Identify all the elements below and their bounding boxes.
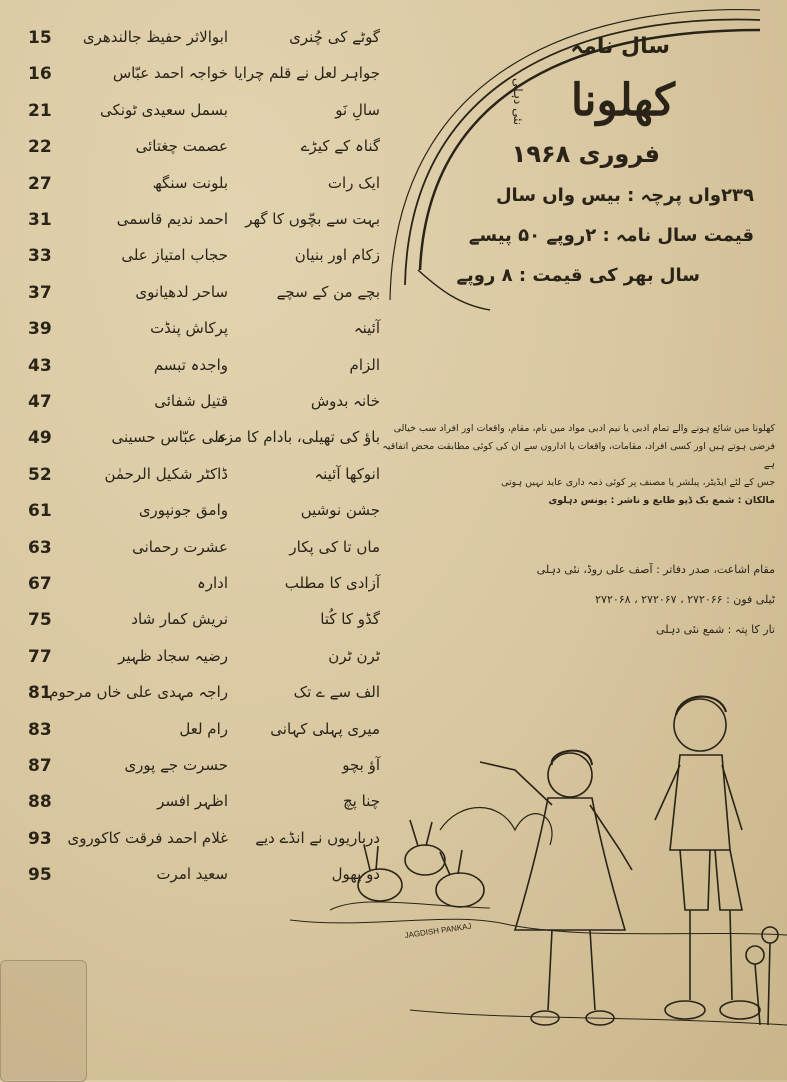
toc-row (20, 465, 380, 495)
toc-page-number: 81 (28, 683, 52, 704)
toc-page-number: 22 (28, 137, 52, 158)
toc-title: زکام اور بنیان (294, 246, 380, 265)
toc-page-number: 37 (28, 282, 52, 303)
toc-author: احمد ندیم قاسمی (116, 210, 228, 228)
toc-title: انوکھا آئینہ (314, 464, 380, 483)
telegram-address: تار کا پتہ : شمع نئی دہلی (656, 623, 775, 636)
issue-number: ۲۳۹واں پرچہ : بیس واں سال (495, 185, 754, 206)
illustrator-signature: JAGDISH PANKAJ (404, 921, 473, 940)
toc-title: گڈو کا کُتا (320, 610, 380, 629)
toc-page-number: 67 (28, 574, 52, 594)
notice-line-1: کھلونا میں شائع ہونے والے تمام ادبی یا نیم ادبی مواد میں نام، مقام، واقعات اور افراد سب خیالی (393, 423, 775, 434)
toc-row (20, 319, 380, 349)
toc-author: حجاب امتیاز علی (121, 246, 228, 265)
toc-author: عشرت رحمانی (132, 537, 228, 556)
toc-page-number: 16 (28, 64, 52, 85)
toc-author: وامق جونپوری (138, 501, 228, 520)
toc-author: واجدہ تبسم (153, 355, 228, 374)
magazine-name: کھلونا (570, 75, 675, 126)
toc-title: آزادی کا مطلب (284, 574, 380, 592)
toc-author: علی عبّاس حسینی (111, 428, 228, 447)
toc-row (20, 283, 380, 313)
toc-row (20, 501, 380, 531)
toc-title: بچے من کے سچے (276, 282, 380, 301)
disclaimer-notice (380, 420, 775, 510)
children-rabbits-illustration (290, 680, 787, 1080)
toc-row (20, 610, 380, 640)
toc-author: ادارہ (196, 574, 228, 592)
toc-page-number: 83 (28, 719, 52, 740)
toc-author: خواجہ احمد عبّاس (112, 64, 228, 83)
annual-price: قیمت سال نامہ : ۲روپے ۵۰ پیسے (468, 225, 754, 246)
toc-author: سعید امرت (156, 865, 228, 884)
toc-row (20, 392, 380, 422)
toc-page-number: 21 (28, 100, 52, 121)
toc-title: درباریوں نے انڈے دیے (255, 828, 380, 847)
toc-page-number: 52 (28, 464, 52, 485)
toc-page-number: 77 (28, 646, 52, 667)
toc-row (20, 428, 380, 458)
office-address: مقام اشاعت، صدر دفاتر : آصف علی روڈ، نئی دہلی (536, 563, 775, 576)
toc-page-number: 27 (28, 173, 52, 194)
toc-row (20, 174, 380, 204)
toc-author: حسرت جے پوری (124, 756, 228, 774)
toc-title: جواہر لعل نے قلم چرایا (233, 64, 380, 83)
notice-line-2: فرضی ہوتے ہیں اور کسی افراد، مقامات، واقعات یا اداروں سے ان کی کوئی مطابقت محض اتفاقیہ ہے (382, 441, 775, 470)
toc-row (20, 210, 380, 240)
toc-page-number: 49 (28, 428, 52, 449)
toc-title: چنا پچ (343, 792, 380, 811)
annual-label: سال نامہ (570, 34, 670, 59)
toc-row (20, 356, 380, 386)
toc-page-number: 39 (28, 319, 52, 340)
toc-title: گناہ کے کیڑے (300, 137, 380, 156)
toc-author: غلام احمد فرقت کاکوروی (67, 828, 228, 847)
toc-row (20, 64, 380, 94)
toc-title: بہت سے بچّوں کا گھر (245, 210, 380, 228)
toc-page-number: 75 (28, 610, 52, 631)
toc-author: قتیل شفائی (154, 392, 228, 410)
toc-page-number: 93 (28, 828, 52, 849)
phone-numbers: ٹیلی فون : ۲۷۲۰۶۶ ، ۲۷۲۰۶۷ ، ۲۷۲۰۶۸ (595, 593, 775, 606)
toc-page-number: 31 (28, 210, 52, 230)
toc-author: رضیہ سجاد ظہیر (118, 646, 228, 665)
toc-author: ساحر لدھیانوی (135, 282, 228, 301)
notice-line-3: جس کے لئے ایڈیٹر، پبلشر یا مصنف پر کوئی ذمہ داری عاید نہیں ہوتی (501, 477, 775, 488)
toc-page-number: 61 (28, 501, 52, 522)
toc-title: خانہ بدوش (310, 392, 380, 410)
corner-stain (0, 960, 87, 1082)
toc-title: ایک رات (327, 173, 380, 192)
toc-row (20, 647, 380, 677)
toc-title: باؤ کی تھیلی، بادام کا مزہ (216, 428, 380, 447)
toc-page-number: 63 (28, 537, 52, 558)
toc-title: دو پھول (331, 865, 380, 884)
masthead (400, 20, 760, 320)
toc-page-number: 33 (28, 246, 52, 267)
toc-title: سالِ نَو (335, 100, 380, 119)
yearly-price: سال بھر کی قیمت : ۸ روپے (456, 265, 700, 286)
toc-title: ٹرن ٹرن (328, 646, 380, 665)
toc-author: عصمت چغتائی (135, 137, 228, 156)
toc-title: ماں تا کی پکار (289, 537, 380, 556)
toc-title: آؤ بچو (342, 756, 380, 774)
toc-title: الزام (349, 355, 380, 374)
toc-author: ڈاکٹر شکیل الرحمٰن (104, 464, 228, 483)
toc-title: میری پہلی کہانی (270, 719, 380, 738)
notice-line-4: مالکان : شمع بک ڈپو طابع و ناشر : یونس دہلوی (548, 495, 775, 506)
toc-author: بلونت سنگھ (152, 173, 228, 192)
issue-date: فروری ۱۹۶۸ (511, 140, 660, 168)
toc-author: نریش کمار شاد (131, 610, 228, 629)
toc-page-number: 15 (28, 28, 52, 48)
toc-title: جشن نوشیں (300, 501, 380, 520)
toc-title: آئینہ (353, 319, 380, 338)
toc-author: پرکاش پنڈت (150, 319, 228, 338)
toc-author: راجہ مہدی علی خاں مرحوم (49, 683, 228, 702)
toc-row (20, 574, 380, 604)
toc-title: گوٹے کی چُنری (289, 28, 380, 46)
toc-author: رام لعل (179, 719, 228, 738)
toc-page-number: 47 (28, 392, 52, 412)
toc-page-number: 43 (28, 355, 52, 376)
toc-row (20, 538, 380, 568)
contact-info (460, 555, 775, 645)
toc-title: الف سے ے تک (293, 683, 380, 702)
toc-row (20, 101, 380, 131)
toc-row (20, 28, 380, 58)
toc-page-number: 88 (28, 792, 52, 813)
toc-author: بسمل سعیدی ٹونکی (100, 100, 228, 119)
toc-author: ابوالاثر حفیظ جالندھری (82, 28, 228, 46)
toc-row (20, 137, 380, 167)
toc-page-number: 95 (28, 865, 52, 886)
toc-author: اظہر افسر (157, 792, 228, 811)
toc-row (20, 246, 380, 276)
city-label: نئی دہلی (511, 78, 525, 126)
toc-page-number: 87 (28, 756, 52, 776)
